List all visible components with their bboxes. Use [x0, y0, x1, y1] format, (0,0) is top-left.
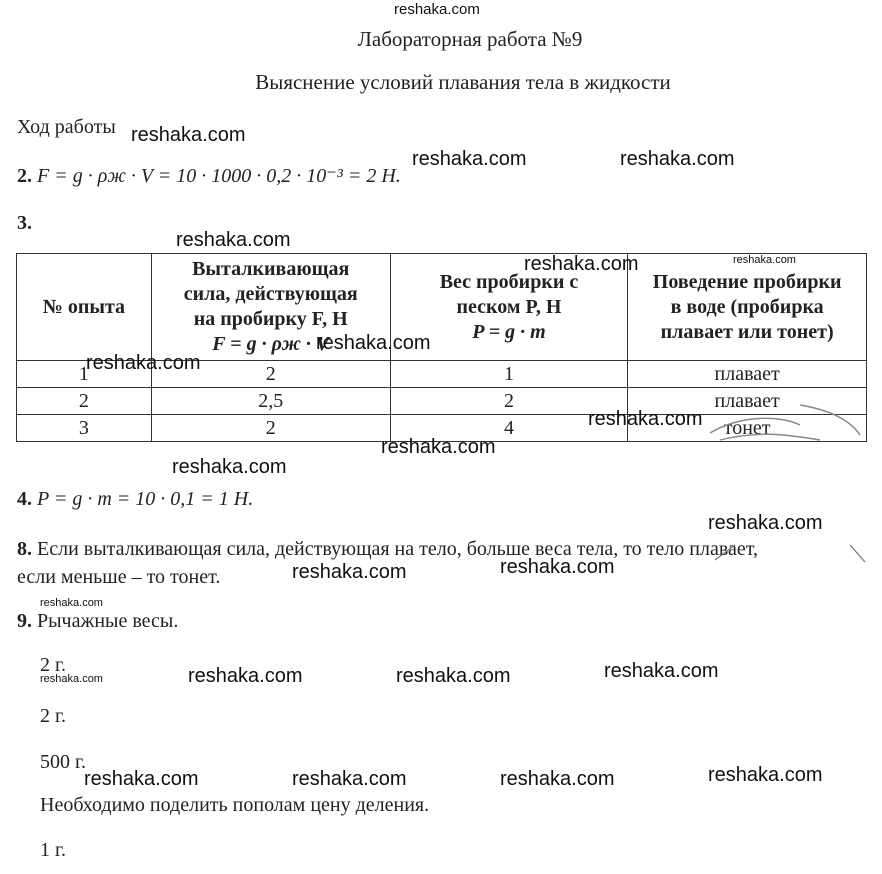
answer-1: 2 г. — [40, 654, 66, 676]
watermark-small: reshaka.com — [733, 254, 796, 266]
step-2 — [17, 163, 401, 188]
watermark: reshaka.com — [708, 512, 823, 534]
watermark: reshaka.com — [588, 408, 703, 430]
header-behavior-line3: плавает или тонет) — [660, 320, 834, 343]
step-2-formula: F = g · ρж · V = 10 · 1000 · 0,2 · 10⁻³ = 2 Н. — [37, 165, 401, 187]
header-experiment-label: № опыта — [42, 295, 126, 318]
page-subtitle: Выяснение условий плавания тела в жидкости — [255, 70, 671, 94]
table-header-behavior — [628, 254, 867, 361]
watermark: reshaka.com — [172, 456, 287, 478]
page-title: Лабораторная работа №9 — [357, 27, 583, 51]
watermark: reshaka.com — [381, 436, 496, 458]
watermark: reshaka.com — [316, 332, 431, 354]
step-3-number: 3. — [17, 212, 32, 234]
watermark: reshaka.com — [86, 352, 201, 374]
table-cell: 4 — [390, 415, 628, 442]
watermark-small: reshaka.com — [40, 597, 103, 609]
watermark: reshaka.com — [292, 561, 407, 583]
step-4-number: 4. — [17, 488, 32, 510]
table-cell: 2,5 — [151, 388, 390, 415]
watermark: reshaka.com — [396, 665, 511, 687]
header-weight-line2: песком P, Н — [456, 295, 562, 318]
step-8-line1: Если выталкивающая сила, действующая на тело, больше веса тела, то тело плавает, — [37, 538, 759, 560]
watermark: reshaka.com — [292, 768, 407, 790]
answer-5: 1 г. — [40, 839, 66, 861]
table-cell: 2 — [390, 388, 628, 415]
answer-2: 2 г. — [40, 705, 66, 727]
step-2-number: 2. — [17, 165, 32, 187]
answer-4: Необходимо поделить пополам цену деления. — [40, 794, 430, 816]
table-cell: 1 — [390, 361, 628, 388]
watermark: reshaka.com — [176, 229, 291, 251]
watermark: reshaka.com — [604, 660, 719, 682]
header-behavior-line2: в воде (пробирка — [670, 295, 824, 318]
table-cell: 1 — [17, 361, 152, 388]
watermark: reshaka.com — [620, 148, 735, 170]
table-cell: 2 — [151, 361, 390, 388]
watermark: reshaka.com — [131, 124, 246, 146]
progress-heading: Ход работы — [17, 116, 116, 138]
watermark: reshaka.com — [84, 768, 199, 790]
table-header-row — [17, 254, 867, 361]
watermark-small: reshaka.com — [40, 673, 103, 685]
scribble-mark — [700, 395, 870, 460]
table-cell: 2 — [17, 388, 152, 415]
step-4-formula: P = g · m = 10 · 0,1 = 1 Н. — [37, 488, 254, 510]
step-8-number: 8. — [17, 538, 32, 560]
step-9-number: 9. — [17, 610, 32, 632]
table-cell: тонет — [628, 415, 867, 442]
table-header-experiment — [17, 254, 152, 361]
answer-3: 500 г. — [40, 751, 86, 773]
watermark: reshaka.com — [412, 148, 527, 170]
table-cell: 2 — [151, 415, 390, 442]
step-8-line2: если меньше – то тонет. — [17, 566, 221, 588]
step-4 — [17, 488, 253, 511]
step-8 — [17, 538, 758, 561]
scribble-mark-2 — [700, 540, 870, 570]
header-force-line1: Выталкивающая — [192, 258, 350, 280]
header-force-formula: F = g · ρж · V — [212, 333, 330, 355]
watermark: reshaka.com — [708, 764, 823, 786]
step-9 — [17, 610, 178, 633]
watermark-top: reshaka.com — [394, 1, 480, 18]
header-behavior-line1: Поведение пробирки — [652, 270, 842, 293]
watermark: reshaka.com — [500, 768, 615, 790]
table-cell: плавает — [628, 388, 867, 415]
header-force-line2: сила, действующая — [183, 283, 358, 305]
watermark: reshaka.com — [500, 556, 615, 578]
watermark: reshaka.com — [188, 665, 303, 687]
header-force-line3: на пробирку F, Н — [193, 308, 348, 330]
table-cell: 3 — [17, 415, 152, 442]
header-weight-line1: Вес пробирки с — [439, 270, 579, 293]
step-9-text: Рычажные весы. — [37, 610, 179, 632]
header-weight-formula: P = g · m — [472, 320, 546, 343]
table-cell: плавает — [628, 361, 867, 388]
watermark: reshaka.com — [524, 253, 639, 275]
